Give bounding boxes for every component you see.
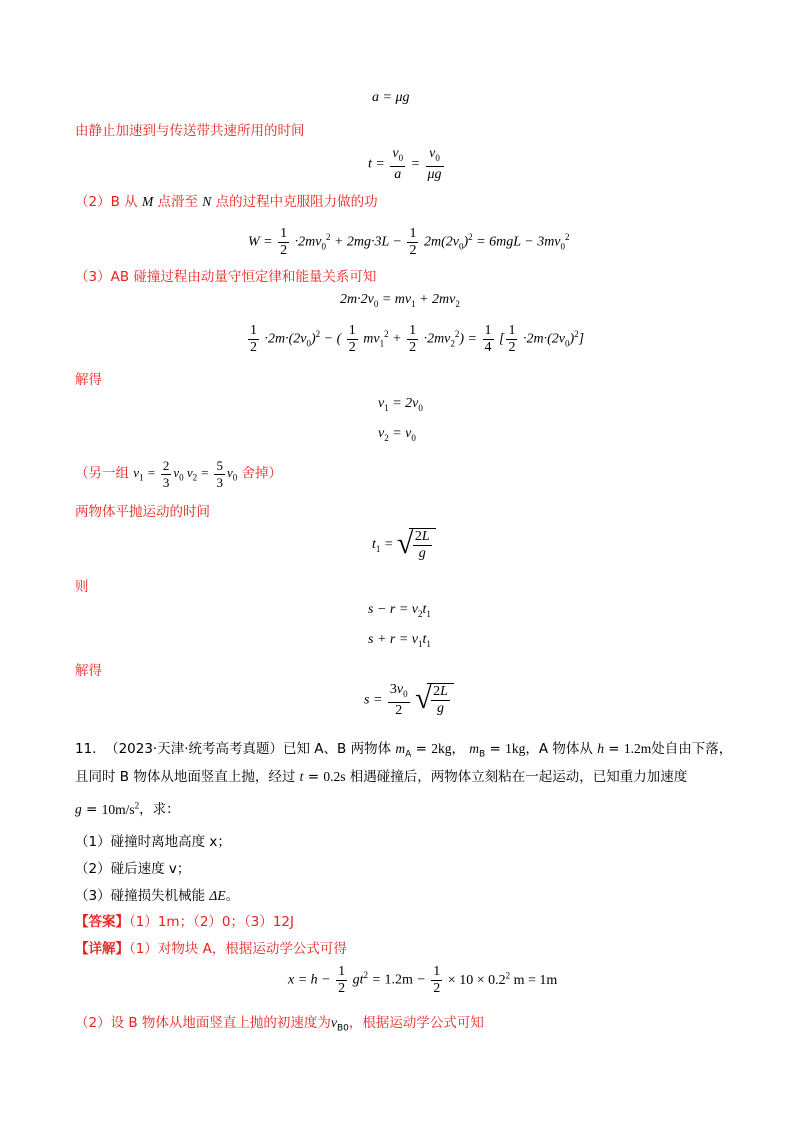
equation-v2: $v_2 = v_0$ (378, 426, 416, 443)
question-11-line1: 11. （2023·天津·统考高考真题）已知 A、B 两物体 $m_A = 2kg$， $m_B = 1kg$，A 物体从 h = 1.2m处自由下落， (75, 741, 733, 760)
equation-s-plus-r: $s + r = v_1t_1$ (368, 632, 431, 649)
question-11-sub1: （1）碰撞时离地高度 x； (75, 834, 231, 850)
question-11-sub2: （2）碰后速度 v； (75, 861, 191, 877)
equation-t1: $t_1$ = √ $\frac{2L}{g}$ (372, 528, 436, 562)
text-line: （2）B 从 M 点滑至 N 点的过程中克服阻力做的功 (75, 194, 378, 210)
question-11-sub3: （3）碰撞损失机械能 ΔE。 (75, 888, 240, 904)
text-line: 解得 (75, 663, 102, 679)
equation-a-mu-g: a = μg (372, 90, 410, 105)
question-11-line3: $g = 10m/s^2$，求： (75, 800, 180, 818)
text-line: （3）AB 碰撞过程由动量守恒定律和能量关系可知 (75, 269, 377, 285)
equation-energy: $\frac{1}{2}$ $\cdot 2m\cdot(2v_0)^2$ − ( $\frac{1}{2}$ $mv_1^2$ + $\frac{1}{2}$ $\cdot 2mv_2^2$) = $\frac{1}{4}$ [ $\frac{1}{2}$ $\cdot 2m\cdot(2v_0)^2$] (250, 323, 585, 355)
detail-line: （2）设 B 物体从地面竖直上抛的初速度为$v_{B0}$，根据运动学公式可知 (75, 1015, 484, 1034)
equation-s-minus-r: $s - r = v_2t_1$ (368, 602, 431, 619)
equation-work: W = $\frac{1}{2}$ $\cdot 2mv_0^2 + 2mg\cdot 3L$ − $\frac{1}{2}$ $2m(2v_0)^2 = 6mgL - 3mv_0^2$ (248, 226, 570, 258)
question-11-line2: 且同时 B 物体从地面竖直上抛，经过 t = 0.2s 相遇碰撞后，两物体立刻粘在一起运动，已知重力加速度 (75, 769, 688, 785)
text-line: 则 (75, 579, 89, 595)
text-line: 解得 (75, 372, 102, 388)
text-line: 两物体平抛运动的时间 (75, 504, 210, 520)
equation-time: t = $\frac{v_0}{a}$ = $\frac{v_0}{\mu g}$ (368, 146, 442, 182)
equation-x: x = h − $\frac{1}{2}$ $gt^2 = 1.2m$ − $\frac{1}{2}$ × $10 \times 0.2^2$ m = 1m (288, 964, 558, 996)
detail-line: 【详解】（1）对物块 A，根据运动学公式可得 (75, 941, 347, 957)
equation-momentum: $2m\cdot 2v_0 = mv_1 + 2mv_2$ (340, 292, 460, 309)
equation-v1: $v_1 = 2v_0$ (378, 396, 423, 413)
text-line: 由静止加速到与传送带共速所用的时间 (75, 123, 305, 139)
text-line: （另一组 $v_1$ = $\frac{2}{3}$ $v_0$ $v_2$ = $\frac{5}{3}$ $v_0$ 舍掉） (75, 458, 283, 490)
answer-line: 【答案】（1）1m；（2）0；（3）12J (75, 914, 295, 930)
equation-s: s = $\frac{3v_0}{2}$ √ $\frac{2L}{g}$ (364, 682, 454, 719)
